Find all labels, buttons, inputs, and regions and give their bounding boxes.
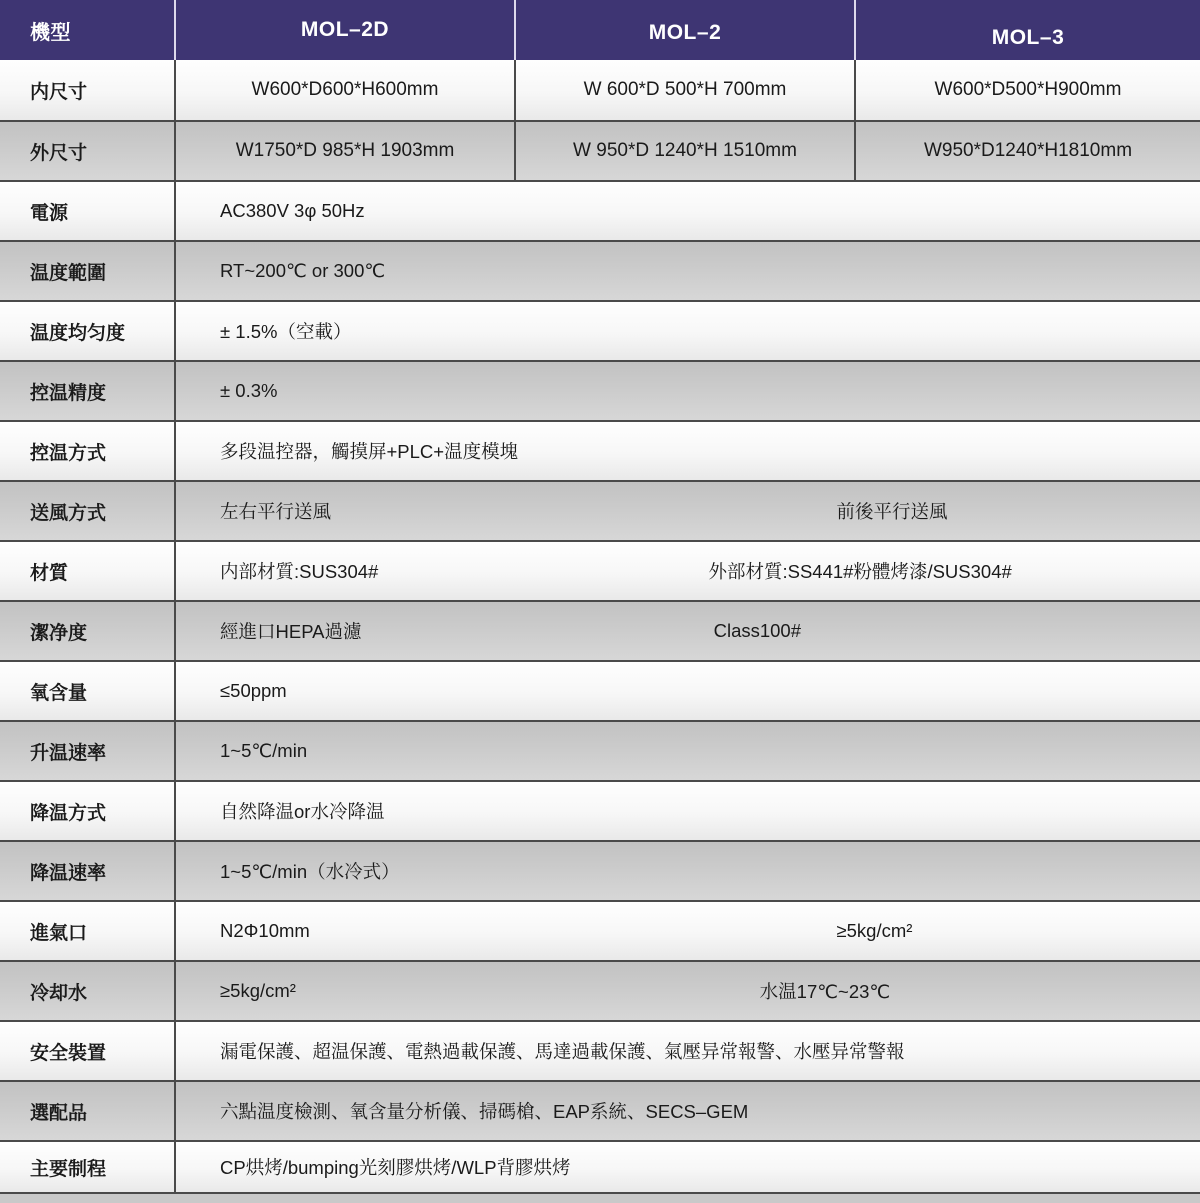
row-label: 降温速率 bbox=[0, 842, 176, 900]
row-value: 内部材質:SUS304# bbox=[220, 561, 379, 582]
table-row-cooling-rate bbox=[0, 840, 1200, 900]
row-value-mol-2d: W600*D600*H600mm bbox=[176, 60, 516, 120]
table-row-main-processes bbox=[0, 1140, 1200, 1192]
table-row-temp-range bbox=[0, 240, 1200, 300]
row-value: RT~200℃ or 300℃ bbox=[220, 260, 386, 281]
row-label: 潔净度 bbox=[0, 602, 176, 660]
row-value: ± 1.5%（空載） bbox=[220, 321, 352, 342]
row-label: 控温方式 bbox=[0, 422, 176, 480]
row-value: ± 0.3% bbox=[220, 380, 278, 401]
table-row-inner-size bbox=[0, 60, 1200, 120]
row-value-mol-3: W950*D1240*H1810mm bbox=[923, 140, 1133, 161]
row-value: 多段温控器，觸摸屏+PLC+温度模塊 bbox=[220, 441, 519, 462]
row-value-mol-2d: W1750*D 985*H 1903mm bbox=[176, 122, 516, 180]
table-row-safety-devices bbox=[0, 1020, 1200, 1080]
table-row-cooling-method bbox=[0, 780, 1200, 840]
row-label: 温度範圍 bbox=[0, 242, 176, 300]
row-value: 經進口HEPA過濾 bbox=[220, 621, 362, 642]
table-row-cleanliness bbox=[0, 600, 1200, 660]
table-row-optional-accessories bbox=[0, 1080, 1200, 1140]
row-label: 温度均匀度 bbox=[0, 302, 176, 360]
row-value: ≤50ppm bbox=[220, 680, 287, 701]
row-label: 選配品 bbox=[0, 1082, 176, 1140]
row-value: 自然降温or水冷降温 bbox=[220, 801, 385, 822]
table-row-control-method bbox=[0, 420, 1200, 480]
table-row-air-supply bbox=[0, 480, 1200, 540]
row-value-secondary: Class100# bbox=[713, 620, 802, 641]
row-label: 控温精度 bbox=[0, 362, 176, 420]
header-model-label: 機型 bbox=[0, 0, 176, 60]
row-value: CP烘烤/bumping光刻膠烘烤/WLP背膠烘烤 bbox=[220, 1157, 571, 1178]
table-row-control-accuracy bbox=[0, 360, 1200, 420]
row-label: 送風方式 bbox=[0, 482, 176, 540]
row-value: 1~5℃/min bbox=[220, 740, 308, 761]
row-value: AC380V 3φ 50Hz bbox=[220, 200, 365, 221]
row-value: 1~5℃/min（水冷式） bbox=[220, 861, 400, 882]
row-label: 安全裝置 bbox=[0, 1022, 176, 1080]
row-label: 冷却水 bbox=[0, 962, 176, 1020]
row-label: 進氣口 bbox=[0, 902, 176, 960]
row-label: 材質 bbox=[0, 542, 176, 600]
row-label: 外尺寸 bbox=[0, 122, 176, 180]
table-row-heating-rate bbox=[0, 720, 1200, 780]
row-value-secondary: ≥5kg/cm² bbox=[836, 920, 913, 941]
row-label: 升温速率 bbox=[0, 722, 176, 780]
header-model-mol-2d: MOL–2D bbox=[176, 0, 516, 60]
row-label: 氧含量 bbox=[0, 662, 176, 720]
row-value-mol-2: W 600*D 500*H 700mm bbox=[516, 60, 856, 120]
table-header-row bbox=[0, 0, 1200, 60]
table-row-outer-size bbox=[0, 120, 1200, 180]
row-label: 降温方式 bbox=[0, 782, 176, 840]
table-row-cooling-water bbox=[0, 960, 1200, 1020]
bottom-strip bbox=[0, 1192, 1200, 1203]
header-model-mol-3: MOL–3 bbox=[856, 0, 1200, 60]
row-value-secondary: 外部材質:SS441#粉體烤漆/SUS304# bbox=[708, 561, 1012, 582]
table-row-power bbox=[0, 180, 1200, 240]
table-row-temp-uniformity bbox=[0, 300, 1200, 360]
row-value-secondary: 水温17℃~23℃ bbox=[759, 981, 891, 1002]
row-value: 左右平行送風 bbox=[220, 501, 332, 522]
header-model-mol-2: MOL–2 bbox=[516, 0, 856, 60]
row-label: 主要制程 bbox=[0, 1142, 176, 1192]
row-value: 六點温度檢測、氧含量分析儀、掃碼槍、EAP系統、SECS–GEM bbox=[220, 1101, 749, 1122]
row-value-secondary: 前後平行送風 bbox=[836, 501, 948, 522]
table-row-gas-inlet bbox=[0, 900, 1200, 960]
row-value: N2Φ10mm bbox=[220, 920, 310, 941]
row-value: ≥5kg/cm² bbox=[220, 980, 296, 1001]
row-value-mol-2: W 950*D 1240*H 1510mm bbox=[516, 122, 856, 180]
row-value: 漏電保護、超温保護、電熱過載保護、馬達過載保護、氣壓异常報警、水壓异常警報 bbox=[220, 1041, 905, 1062]
row-label: 電源 bbox=[0, 182, 176, 240]
row-label: 内尺寸 bbox=[0, 60, 176, 120]
table-row-material bbox=[0, 540, 1200, 600]
table-row-oxygen-content bbox=[0, 660, 1200, 720]
row-value-mol-3: W600*D500*H900mm bbox=[934, 79, 1122, 100]
